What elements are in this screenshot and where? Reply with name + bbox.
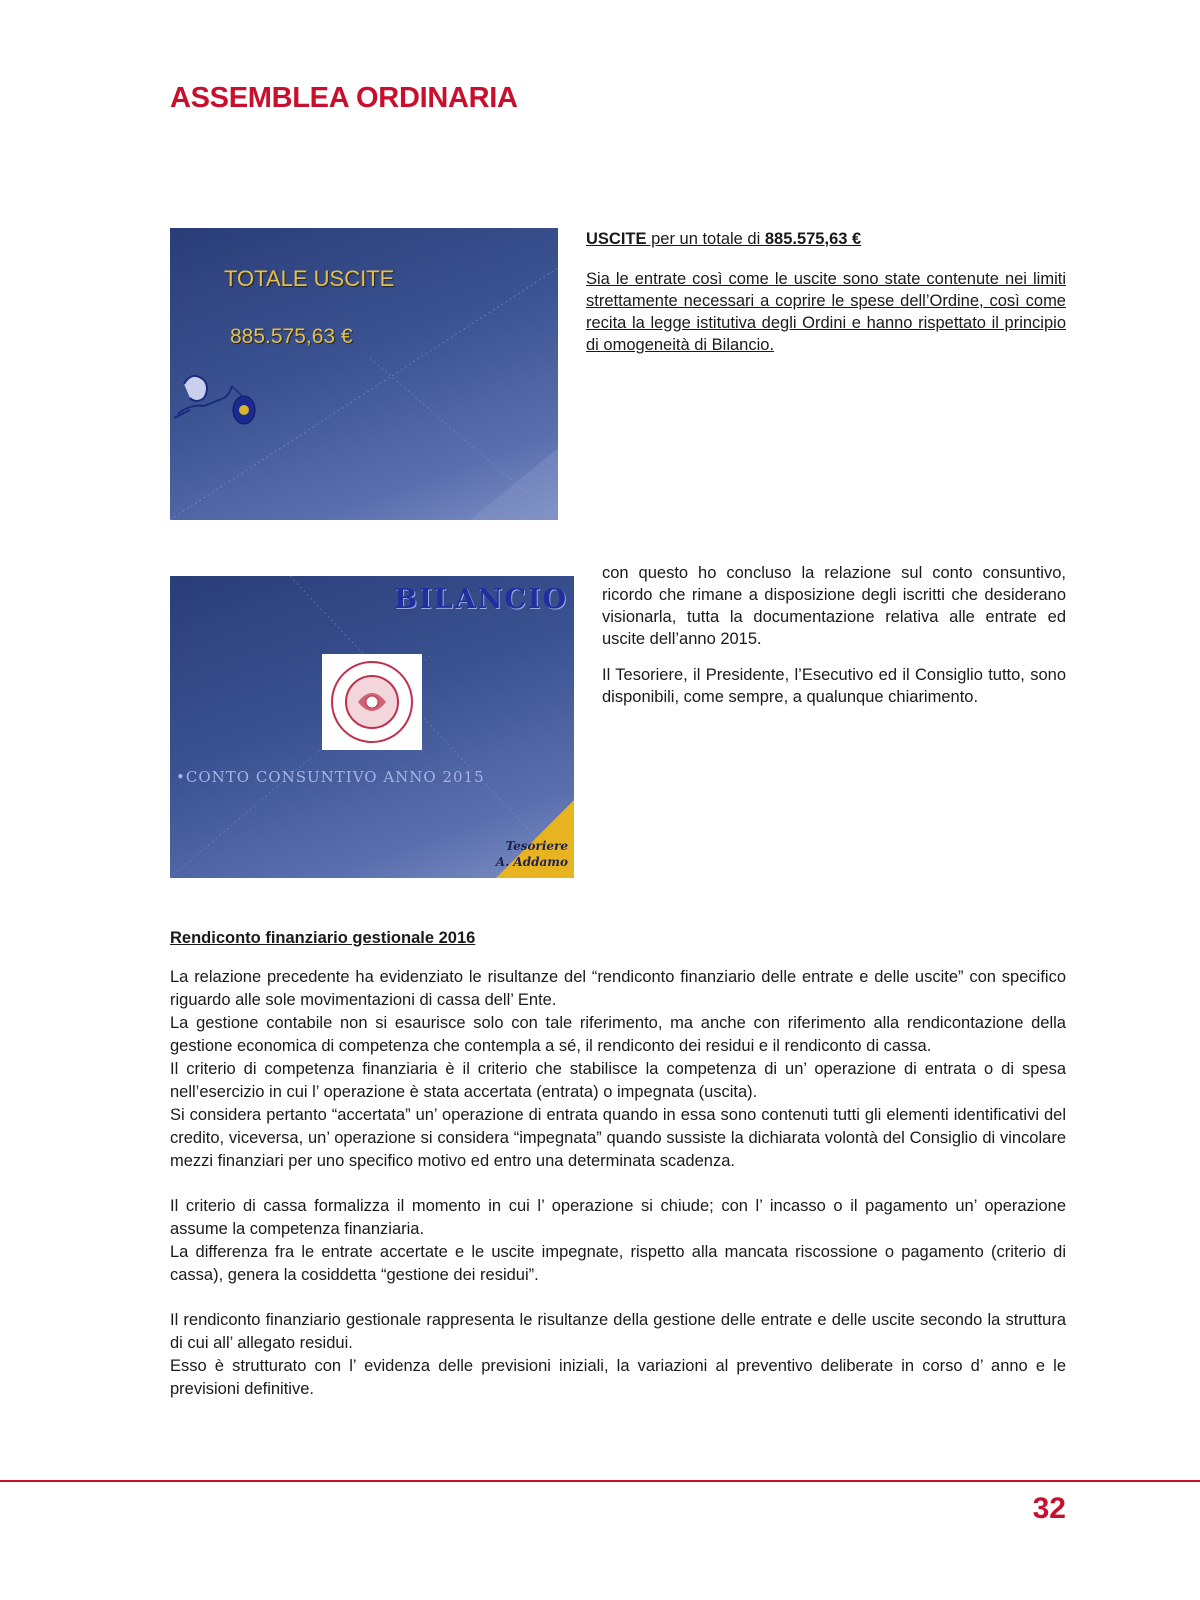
seal-icon <box>322 654 422 750</box>
text-line: Il criterio di cassa formalizza il momento in cui l’ operazione si chiude; con l’ incasso o il pagamento un’ operazione assume la competenza finanziaria. <box>170 1197 1066 1238</box>
text-line: La differenza fra le entrate accertate e le uscite impegnate, rispetto alla mancata riscossione o pagamento (criterio di cassa), genera la cosiddetta “gestione dei residui”. <box>170 1243 1066 1284</box>
slide-title: TOTALE USCITE <box>224 266 395 291</box>
uscite-section <box>586 228 1066 356</box>
seal-logo <box>322 654 422 750</box>
closing-paragraph-2: Il Tesoriere, il Presidente, l’Esecutivo ed il Consiglio tutto, sono disponibili, come sempre, a qualunque chiarimento. <box>602 666 1066 706</box>
uscite-total: 885.575,63 € <box>764 230 862 248</box>
text-line: La relazione precedente ha evidenziato le risultanze del “rendiconto finanziario delle entrate e delle uscite” con specifico riguardo alle sole movimentazioni di cassa dell’ Ente. <box>170 968 1066 1009</box>
rendiconto-section <box>170 927 1066 1423</box>
stork-icon <box>170 358 270 438</box>
signature <box>496 838 568 870</box>
uscite-heading <box>586 228 1066 250</box>
closing-paragraph-1: con questo ho concluso la relazione sul conto consuntivo, ricordo che rimane a disposizione degli iscritti che desiderano visionarla, tutta la documentazione relativa alle entrate ed uscite dell’anno 2015. <box>602 564 1066 648</box>
signature-role: Tesoriere <box>505 839 568 853</box>
slide-title: BILANCIO <box>394 584 568 615</box>
text-line: Il criterio di competenza finanziaria è il criterio che stabilisce la competenza di un’ operazione di entrata o di spesa nell’esercizio in cui l’ operazione è stata accertata (entrata) o impegnata (uscita). <box>170 1060 1066 1101</box>
uscite-paragraph: Sia le entrate così come le uscite sono state contenute nei limiti strettamente necessari a coprire le spese dell’Ordine, così come recita la legge istitutiva degli Ordini e hanno rispettato il principio di omogeneità di Bilancio. <box>586 270 1066 354</box>
uscite-label: USCITE <box>586 230 647 248</box>
text-line: Esso è strutturato con l’ evidenza delle previsioni iniziali, la variazioni al preventivo deliberate in corso d’ anno e le previsioni definitive. <box>170 1357 1066 1398</box>
text-line: La gestione contabile non si esaurisce solo con tale riferimento, ma anche con riferimento alla rendicontazione della gestione economica di competenza che contempla a sé, il rendiconto dei residui e il rendiconto di cassa. <box>170 1014 1066 1055</box>
closing-section <box>602 562 1066 722</box>
footer-divider <box>0 1480 1200 1482</box>
slide-amount: 885.575,63 € <box>230 325 353 348</box>
text-line: Il rendiconto finanziario gestionale rappresenta le risultanze della gestione delle entrate e delle uscite secondo la struttura di cui all’ allegato residui. <box>170 1311 1066 1352</box>
rendiconto-heading: Rendiconto finanziario gestionale 2016 <box>170 929 476 947</box>
slide-totale-uscite <box>170 228 558 520</box>
signature-name: A. Addamo <box>495 855 568 869</box>
rendiconto-paragraph-1 <box>170 966 1066 1173</box>
slide-subtitle: •CONTO CONSUNTIVO ANNO 2015 <box>176 768 485 786</box>
rendiconto-paragraph-2 <box>170 1195 1066 1287</box>
rendiconto-paragraph-3 <box>170 1309 1066 1401</box>
uscite-middle-text: per un totale di <box>646 230 765 248</box>
page-title: ASSEMBLEA ORDINARIA <box>170 82 518 114</box>
page-number: 32 <box>1032 1492 1066 1525</box>
slide-bilancio <box>170 576 574 878</box>
text-line: Si considera pertanto “accertata” un’ operazione di entrata quando in essa sono contenuti tutti gli elementi identificativi del credito, viceversa, un’ operazione si considera “impegnata” quando sussiste la dichiarata volontà del Consiglio di vincolare mezzi finanziari per uno specifico motivo ed entro una determinata scadenza. <box>170 1106 1066 1170</box>
